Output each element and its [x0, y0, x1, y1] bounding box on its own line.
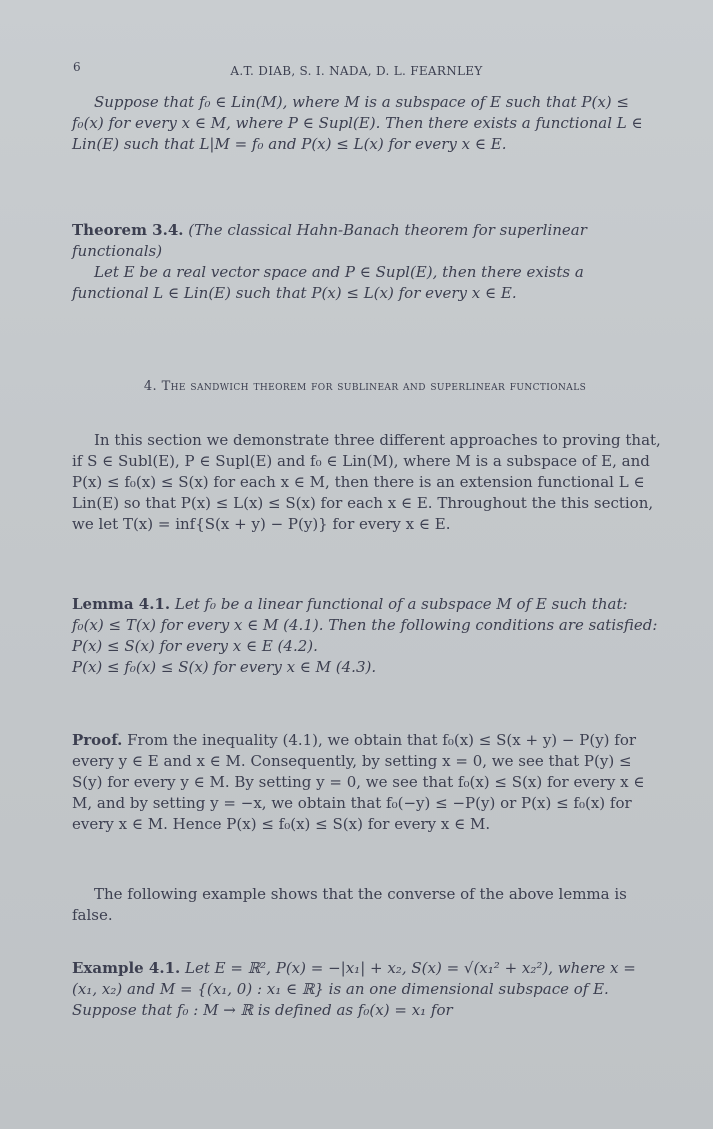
theorem-statement: Let E be a real vector space and P ∈ Supl(E), then there exists a functional L ∈ Lin(E) such that P(x) ≤ L(x) for every x ∈ E.	[72, 263, 584, 302]
page-number: 6	[73, 60, 81, 74]
section-heading	[60, 376, 670, 398]
section-title: The sandwich theorem for sublinear and superlinear functionals	[161, 379, 587, 394]
theorem-note: (The classical Hahn-Banach theorem for superlinear functionals)	[72, 221, 587, 260]
theorem-3-4	[72, 220, 662, 304]
lemma-statement: Let f₀ be a linear functional of a subspace M of E such that: f₀(x) ≤ T(x) for every x ∈ M (4.1). Then the following conditions are satisfied:	[72, 595, 658, 634]
proof	[72, 730, 662, 835]
remark-paragraph: The following example shows that the converse of the above lemma is false.	[72, 885, 627, 924]
section-number: 4.	[143, 379, 158, 394]
lemma-4-1	[72, 594, 662, 678]
example-4-1	[72, 958, 662, 1021]
lemma-condition-2: P(x) ≤ f₀(x) ≤ S(x) for every x ∈ M (4.3).	[72, 658, 377, 676]
example-label: Example 4.1.	[72, 959, 181, 977]
proof-text: From the inequality (4.1), we obtain that f₀(x) ≤ S(x + y) − P(y) for every y ∈ E and x ∈ M. Consequently, by setting x = 0, we see that P(y) ≤ S(y) for every y ∈ M. By setting y = 0, we see that f₀(x) ≤ S(x) for every x ∈ M, and by setting y = −x, we obtain that f₀(−y) ≤ −P(y) or P(x) ≤ f₀(x) for every x ∈ M. Hence P(x) ≤ f₀(x) ≤ S(x) for every x ∈ M.	[72, 731, 645, 833]
intro-paragraph: Suppose that f₀ ∈ Lin(M), where M is a subspace of E such that P(x) ≤ f₀(x) for every x ∈ M, where P ∈ Supl(E). Then there exists a functional L ∈ Lin(E) such that L|M = f₀ and P(x) ≤ L(x) for every x ∈ E.	[72, 93, 643, 153]
running-header: A.T. DIAB, S. I. NADA, D. L. FEARNLEY	[230, 64, 483, 78]
lemma-label: Lemma 4.1.	[72, 595, 171, 613]
proof-label: Proof.	[72, 731, 123, 749]
lemma-condition-1: P(x) ≤ S(x) for every x ∈ E (4.2).	[72, 637, 318, 655]
section-paragraph: In this section we demonstrate three different approaches to proving that, if S ∈ Subl(E), P ∈ Supl(E) and f₀ ∈ Lin(M), where M is a subspace of E, and P(x) ≤ f₀(x) ≤ S(x) for each x ∈ M, then there is an extension functional L ∈ Lin(E) so that P(x) ≤ L(x) ≤ S(x) for each x ∈ E. Throughout the this section, we let T(x) = inf{S(x + y) − P(y)} for every x ∈ E.	[72, 431, 661, 533]
theorem-label: Theorem 3.4.	[72, 221, 184, 239]
example-text: Let E = ℝ², P(x) = −|x₁| + x₂, S(x) = √(x₁² + x₂²), where x = (x₁, x₂) and M = {(x₁, 0) : x₁ ∈ ℝ} is an one dimensional subspace of E. Suppose that f₀ : M → ℝ is defined as f₀(x) = x₁ for	[72, 959, 636, 1019]
